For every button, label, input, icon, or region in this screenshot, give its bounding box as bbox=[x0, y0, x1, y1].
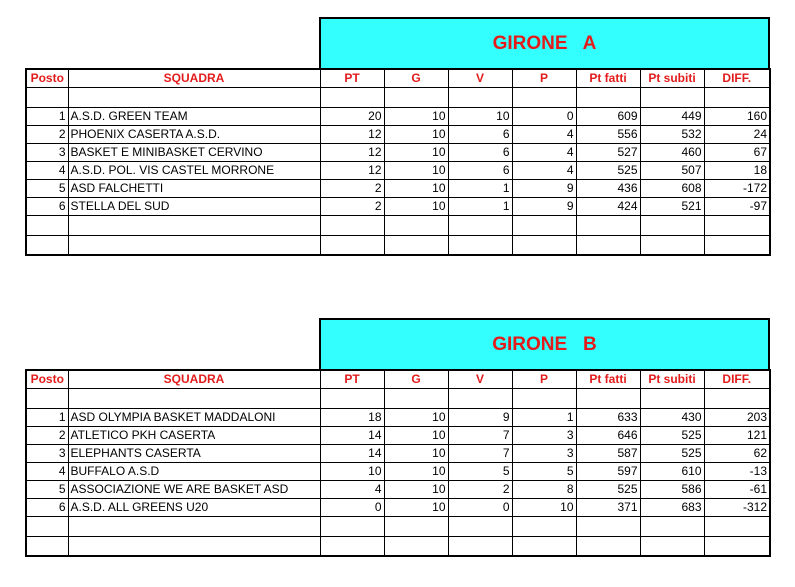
difference-cell: 18 bbox=[704, 161, 770, 179]
table-header-row bbox=[26, 370, 770, 388]
header-v: V bbox=[448, 370, 512, 388]
table-row bbox=[26, 197, 770, 215]
wins-cell: 2 bbox=[448, 480, 512, 498]
girone-a-rows bbox=[26, 107, 770, 215]
difference-cell: -97 bbox=[704, 197, 770, 215]
losses-cell: 0 bbox=[512, 107, 576, 125]
team-name-cell: A.S.D. GREEN TEAM bbox=[68, 107, 320, 125]
points-conceded-cell: 521 bbox=[640, 197, 704, 215]
losses-cell: 8 bbox=[512, 480, 576, 498]
team-name-cell: ASD OLYMPIA BASKET MADDALONI bbox=[68, 408, 320, 426]
wins-cell: 1 bbox=[448, 179, 512, 197]
table-row bbox=[26, 179, 770, 197]
points-conceded-cell: 507 bbox=[640, 161, 704, 179]
team-name-cell: ELEPHANTS CASERTA bbox=[68, 444, 320, 462]
difference-cell: 160 bbox=[704, 107, 770, 125]
header-posto: Posto bbox=[26, 69, 68, 87]
header-p: P bbox=[512, 370, 576, 388]
points-conceded-cell: 449 bbox=[640, 107, 704, 125]
points-cell: 20 bbox=[320, 107, 384, 125]
wins-cell: 6 bbox=[448, 125, 512, 143]
points-scored-cell: 525 bbox=[576, 161, 640, 179]
header-pt: PT bbox=[320, 370, 384, 388]
table-row bbox=[26, 125, 770, 143]
difference-cell: 203 bbox=[704, 408, 770, 426]
points-scored-cell: 597 bbox=[576, 462, 640, 480]
team-name-cell: BUFFALO A.S.D bbox=[68, 462, 320, 480]
header-squadra: SQUADRA bbox=[68, 370, 320, 388]
team-name-cell: ASD FALCHETTI bbox=[68, 179, 320, 197]
blank-row bbox=[26, 87, 770, 107]
position-cell: 3 bbox=[26, 143, 68, 161]
points-conceded-cell: 532 bbox=[640, 125, 704, 143]
wins-cell: 0 bbox=[448, 498, 512, 516]
difference-cell: -172 bbox=[704, 179, 770, 197]
position-cell: 6 bbox=[26, 498, 68, 516]
position-cell: 5 bbox=[26, 179, 68, 197]
team-name-cell: A.S.D. ALL GREENS U20 bbox=[68, 498, 320, 516]
header-p: P bbox=[512, 69, 576, 87]
position-cell: 3 bbox=[26, 444, 68, 462]
table-row bbox=[26, 426, 770, 444]
games-cell: 10 bbox=[384, 143, 448, 161]
games-cell: 10 bbox=[384, 426, 448, 444]
header-g: G bbox=[384, 69, 448, 87]
header-g: G bbox=[384, 370, 448, 388]
games-cell: 10 bbox=[384, 125, 448, 143]
points-cell: 0 bbox=[320, 498, 384, 516]
losses-cell: 4 bbox=[512, 143, 576, 161]
losses-cell: 4 bbox=[512, 125, 576, 143]
table-row bbox=[26, 408, 770, 426]
points-cell: 14 bbox=[320, 426, 384, 444]
header-pt-fatti: Pt fatti bbox=[576, 69, 640, 87]
table-row bbox=[26, 480, 770, 498]
losses-cell: 10 bbox=[512, 498, 576, 516]
team-name-cell: BASKET E MINIBASKET CERVINO bbox=[68, 143, 320, 161]
table-row bbox=[26, 462, 770, 480]
position-cell: 1 bbox=[26, 408, 68, 426]
header-diff: DIFF. bbox=[704, 370, 770, 388]
points-cell: 4 bbox=[320, 480, 384, 498]
games-cell: 10 bbox=[384, 179, 448, 197]
position-cell: 2 bbox=[26, 426, 68, 444]
position-cell: 6 bbox=[26, 197, 68, 215]
points-scored-cell: 556 bbox=[576, 125, 640, 143]
blank-row bbox=[26, 235, 770, 255]
games-cell: 10 bbox=[384, 107, 448, 125]
position-cell: 1 bbox=[26, 107, 68, 125]
points-conceded-cell: 460 bbox=[640, 143, 704, 161]
header-pt-fatti: Pt fatti bbox=[576, 370, 640, 388]
blank-row bbox=[26, 215, 770, 235]
points-conceded-cell: 586 bbox=[640, 480, 704, 498]
position-cell: 4 bbox=[26, 462, 68, 480]
losses-cell: 9 bbox=[512, 197, 576, 215]
table-row bbox=[26, 143, 770, 161]
points-cell: 10 bbox=[320, 462, 384, 480]
girone-b-title: GIRONE B bbox=[319, 318, 770, 369]
wins-cell: 5 bbox=[448, 462, 512, 480]
points-cell: 12 bbox=[320, 143, 384, 161]
girone-a-table bbox=[25, 68, 771, 256]
games-cell: 10 bbox=[384, 197, 448, 215]
points-scored-cell: 587 bbox=[576, 444, 640, 462]
wins-cell: 9 bbox=[448, 408, 512, 426]
points-cell: 12 bbox=[320, 125, 384, 143]
girone-a-title: GIRONE A bbox=[319, 17, 770, 68]
table-row bbox=[26, 498, 770, 516]
points-cell: 18 bbox=[320, 408, 384, 426]
points-cell: 12 bbox=[320, 161, 384, 179]
points-conceded-cell: 430 bbox=[640, 408, 704, 426]
table-row bbox=[26, 161, 770, 179]
team-name-cell: STELLA DEL SUD bbox=[68, 197, 320, 215]
team-name-cell: PHOENIX CASERTA A.S.D. bbox=[68, 125, 320, 143]
team-name-cell: ASSOCIAZIONE WE ARE BASKET ASD bbox=[68, 480, 320, 498]
points-cell: 2 bbox=[320, 179, 384, 197]
position-cell: 4 bbox=[26, 161, 68, 179]
games-cell: 10 bbox=[384, 408, 448, 426]
points-cell: 14 bbox=[320, 444, 384, 462]
header-pt: PT bbox=[320, 69, 384, 87]
blank-row bbox=[26, 516, 770, 536]
difference-cell: 121 bbox=[704, 426, 770, 444]
points-cell: 2 bbox=[320, 197, 384, 215]
games-cell: 10 bbox=[384, 444, 448, 462]
wins-cell: 7 bbox=[448, 444, 512, 462]
points-conceded-cell: 610 bbox=[640, 462, 704, 480]
header-posto: Posto bbox=[26, 370, 68, 388]
points-scored-cell: 609 bbox=[576, 107, 640, 125]
difference-cell: -312 bbox=[704, 498, 770, 516]
points-conceded-cell: 683 bbox=[640, 498, 704, 516]
losses-cell: 1 bbox=[512, 408, 576, 426]
points-conceded-cell: 525 bbox=[640, 426, 704, 444]
games-cell: 10 bbox=[384, 161, 448, 179]
blank-row bbox=[26, 536, 770, 556]
points-conceded-cell: 608 bbox=[640, 179, 704, 197]
points-scored-cell: 424 bbox=[576, 197, 640, 215]
points-scored-cell: 646 bbox=[576, 426, 640, 444]
losses-cell: 4 bbox=[512, 161, 576, 179]
losses-cell: 5 bbox=[512, 462, 576, 480]
points-scored-cell: 633 bbox=[576, 408, 640, 426]
games-cell: 10 bbox=[384, 480, 448, 498]
wins-cell: 6 bbox=[448, 161, 512, 179]
difference-cell: -13 bbox=[704, 462, 770, 480]
girone-b-rows bbox=[26, 408, 770, 516]
table-row bbox=[26, 107, 770, 125]
wins-cell: 10 bbox=[448, 107, 512, 125]
losses-cell: 3 bbox=[512, 426, 576, 444]
points-scored-cell: 527 bbox=[576, 143, 640, 161]
team-name-cell: ATLETICO PKH CASERTA bbox=[68, 426, 320, 444]
girone-b-table bbox=[25, 369, 771, 557]
team-name-cell: A.S.D. POL. VIS CASTEL MORRONE bbox=[68, 161, 320, 179]
wins-cell: 6 bbox=[448, 143, 512, 161]
header-pt-subiti: Pt subiti bbox=[640, 370, 704, 388]
wins-cell: 7 bbox=[448, 426, 512, 444]
table-row bbox=[26, 444, 770, 462]
difference-cell: 67 bbox=[704, 143, 770, 161]
difference-cell: 62 bbox=[704, 444, 770, 462]
header-v: V bbox=[448, 69, 512, 87]
difference-cell: -61 bbox=[704, 480, 770, 498]
points-scored-cell: 436 bbox=[576, 179, 640, 197]
games-cell: 10 bbox=[384, 462, 448, 480]
header-pt-subiti: Pt subiti bbox=[640, 69, 704, 87]
position-cell: 5 bbox=[26, 480, 68, 498]
position-cell: 2 bbox=[26, 125, 68, 143]
table-header-row bbox=[26, 69, 770, 87]
header-squadra: SQUADRA bbox=[68, 69, 320, 87]
points-conceded-cell: 525 bbox=[640, 444, 704, 462]
wins-cell: 1 bbox=[448, 197, 512, 215]
games-cell: 10 bbox=[384, 498, 448, 516]
blank-row bbox=[26, 388, 770, 408]
points-scored-cell: 371 bbox=[576, 498, 640, 516]
points-scored-cell: 525 bbox=[576, 480, 640, 498]
header-diff: DIFF. bbox=[704, 69, 770, 87]
losses-cell: 9 bbox=[512, 179, 576, 197]
losses-cell: 3 bbox=[512, 444, 576, 462]
difference-cell: 24 bbox=[704, 125, 770, 143]
